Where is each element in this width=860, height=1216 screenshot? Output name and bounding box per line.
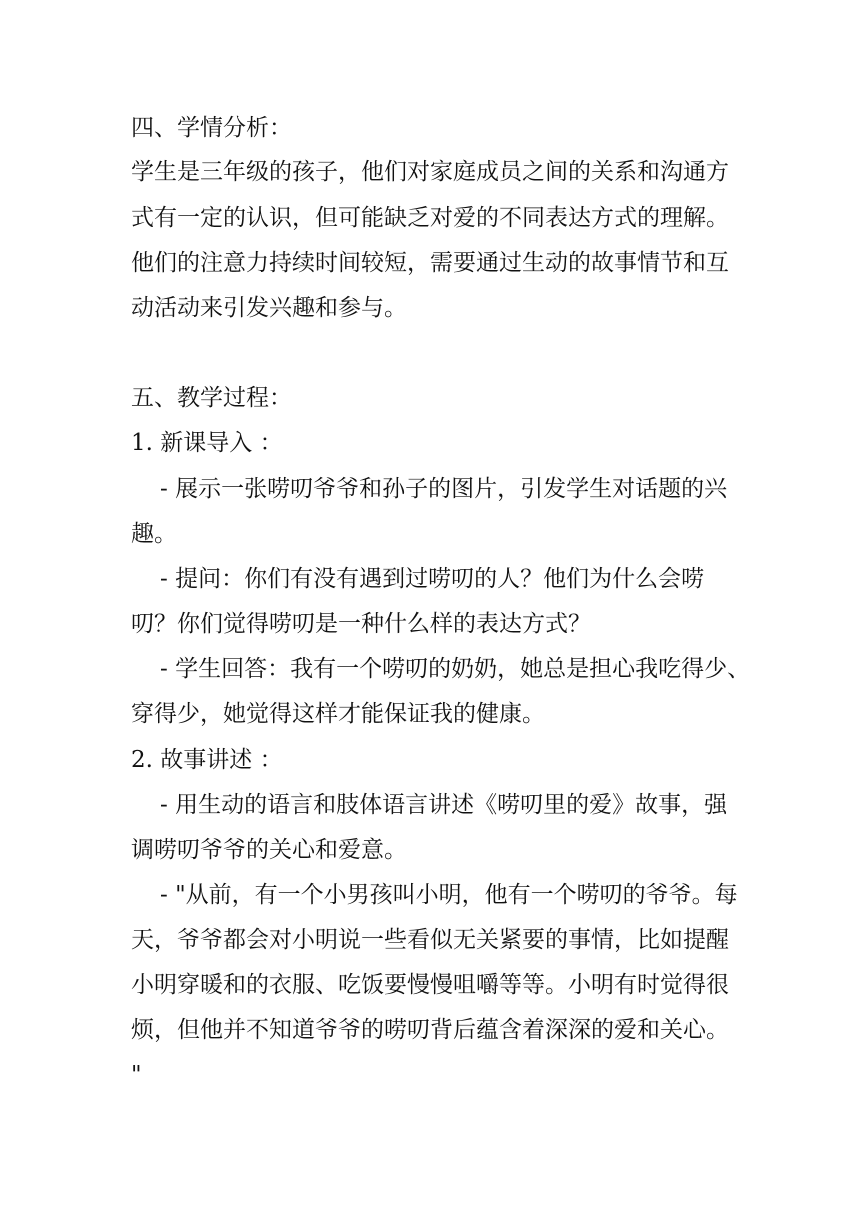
step-title: 2. 故事讲述 ： <box>131 747 283 773</box>
list-item-continuation: 趣。 <box>131 521 177 547</box>
paragraph-line: 式有一定的认识，但可能缺乏对爱的不同表达方式的理解。 <box>131 205 729 231</box>
paragraph-line: 动活动来引发兴趣和参与。 <box>131 295 407 321</box>
paragraph-line: 他们的注意力持续时间较短，需要通过生动的故事情节和互 <box>131 250 729 276</box>
list-item: - 提问：你们有没有遇到过唠叨的人？他们为什么会唠 <box>160 566 705 592</box>
section-heading: 四、学情分析： <box>131 115 292 141</box>
paragraph-line: 学生是三年级的孩子，他们对家庭成员之间的关系和沟通方 <box>131 159 729 185</box>
list-item-continuation: 穿得少，她觉得这样才能保证我的健康。 <box>131 701 545 727</box>
list-item: - 展示一张唠叨爷爷和孙子的图片，引发学生对话题的兴 <box>160 476 728 502</box>
list-item-continuation: 叨？你们觉得唠叨是一种什么样的表达方式？ <box>131 611 591 637</box>
list-item: - "从前，有一个小男孩叫小明，他有一个唠叨的爷爷。每 <box>160 882 738 908</box>
list-item-continuation: 天，爷爷都会对小明说一些看似无关紧要的事情，比如提醒 <box>131 927 729 953</box>
list-item: - 学生回答：我有一个唠叨的奶奶，她总是担心我吃得少、 <box>160 656 751 682</box>
list-item-continuation: 烦，但他并不知道爷爷的唠叨背后蕴含着深深的爱和关心。 <box>131 1017 729 1043</box>
list-item: - 用生动的语言和肢体语言讲述《唠叨里的爱》故事，强 <box>160 792 728 818</box>
list-item-continuation: 小明穿暖和的衣服、吃饭要慢慢咀嚼等等。小明有时觉得很 <box>131 972 729 998</box>
list-item-continuation: 调唠叨爷爷的关心和爱意。 <box>131 837 407 863</box>
step-title: 1. 新课导入 ： <box>131 430 283 456</box>
list-item-continuation: " <box>131 1062 142 1088</box>
section-heading: 五、教学过程： <box>131 385 292 411</box>
